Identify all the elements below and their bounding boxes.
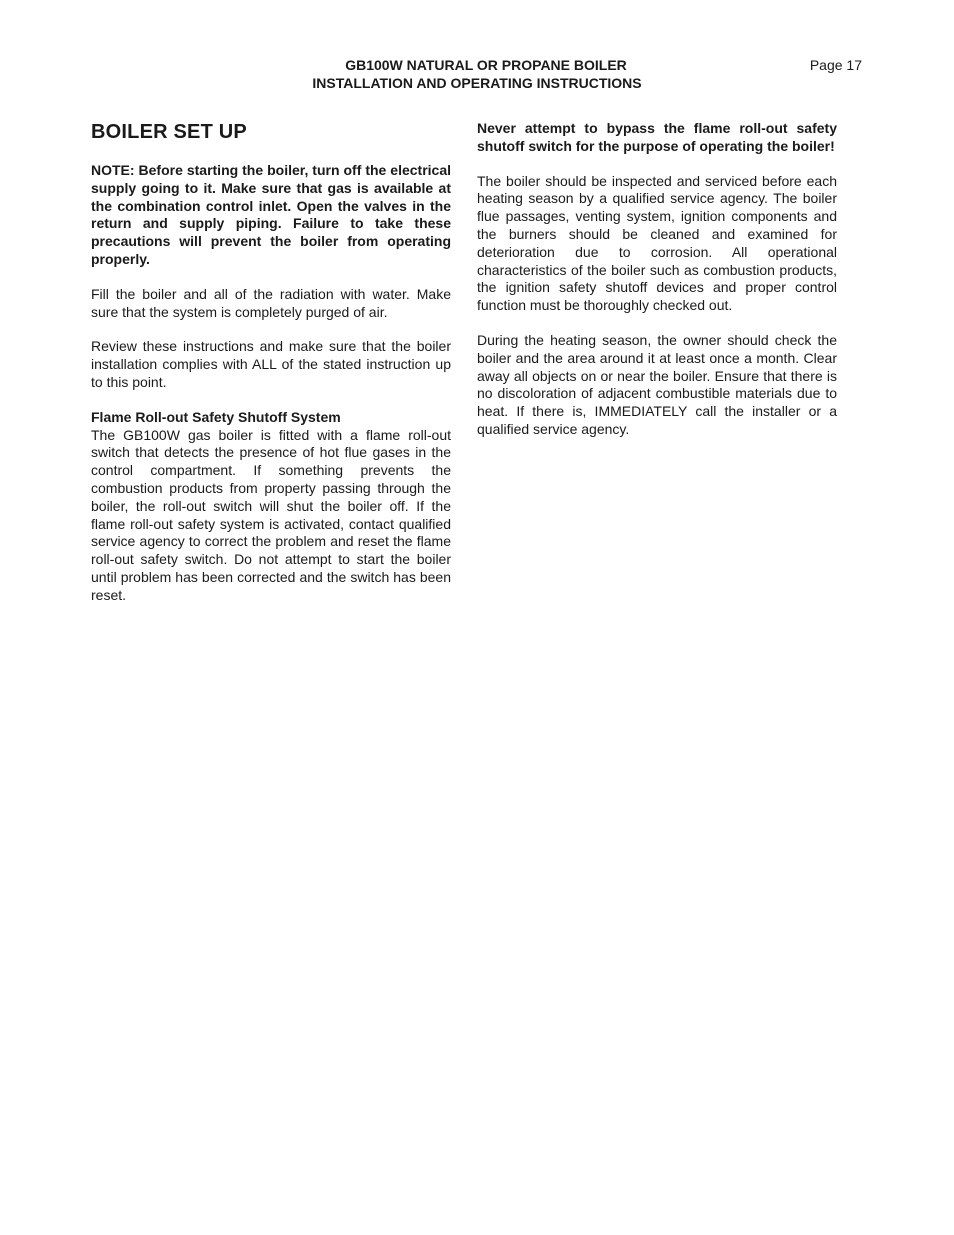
- rollout-paragraph: The GB100W gas boiler is fitted with a flame roll-out switch that detects the presence of hot flue gases in the control compartment. If something prevents the combustion products from property passing through the boiler, the roll-out switch will shut the boiler off. If the flame roll-out safety system is activated, contact qualified service agency to correct the problem and reset the flame roll-out safety switch. Do not attempt to start the boiler until problem has been corrected and the switch has been reset.: [91, 426, 451, 603]
- header-title-line2: INSTALLATION AND OPERATING INSTRUCTIONS: [312, 75, 642, 91]
- owner-check-paragraph: During the heating season, the owner should check the boiler and the area around it at least once a month. Clear away all objects on or near the boiler. Ensure that there is no discoloration of adjacent combustible materials due to heat. If there is, IMMEDIATELY call the installer or a qualified service agency.: [477, 331, 837, 437]
- left-column: [91, 120, 451, 622]
- page-number: Page 17: [809, 57, 862, 73]
- section-title: BOILER SET UP: [91, 121, 247, 143]
- warning-paragraph: Never attempt to bypass the flame roll-out safety shutoff switch for the purpose of operating the boiler!: [477, 120, 837, 154]
- review-paragraph: Review these instructions and make sure that the boiler installation complies with ALL of the stated instruction up to this point.: [91, 338, 451, 390]
- header-title-line1: GB100W NATURAL OR PROPANE BOILER: [345, 57, 627, 73]
- inspection-paragraph: The boiler should be inspected and serviced before each heating season by a qualified service agency. The boiler flue passages, venting system, ignition components and the burners should be cleaned and examined for deterioration due to corrosion. All operational characteristics of the boiler such as combustion products, the ignition safety shutoff devices and proper control function must be thoroughly checked out.: [477, 172, 837, 314]
- fill-paragraph: Fill the boiler and all of the radiation with water. Make sure that the system is completely purged of air.: [91, 285, 451, 320]
- rollout-subheading: Flame Roll-out Safety Shutoff System: [91, 408, 341, 425]
- right-column: [477, 120, 837, 456]
- note-paragraph: NOTE: Before starting the boiler, turn off the electrical supply going to it. Make sure that gas is available at the combination control inlet. Open the valves in the return and supply piping. Failure to take these precautions will prevent the boiler from operating properly.: [91, 162, 451, 267]
